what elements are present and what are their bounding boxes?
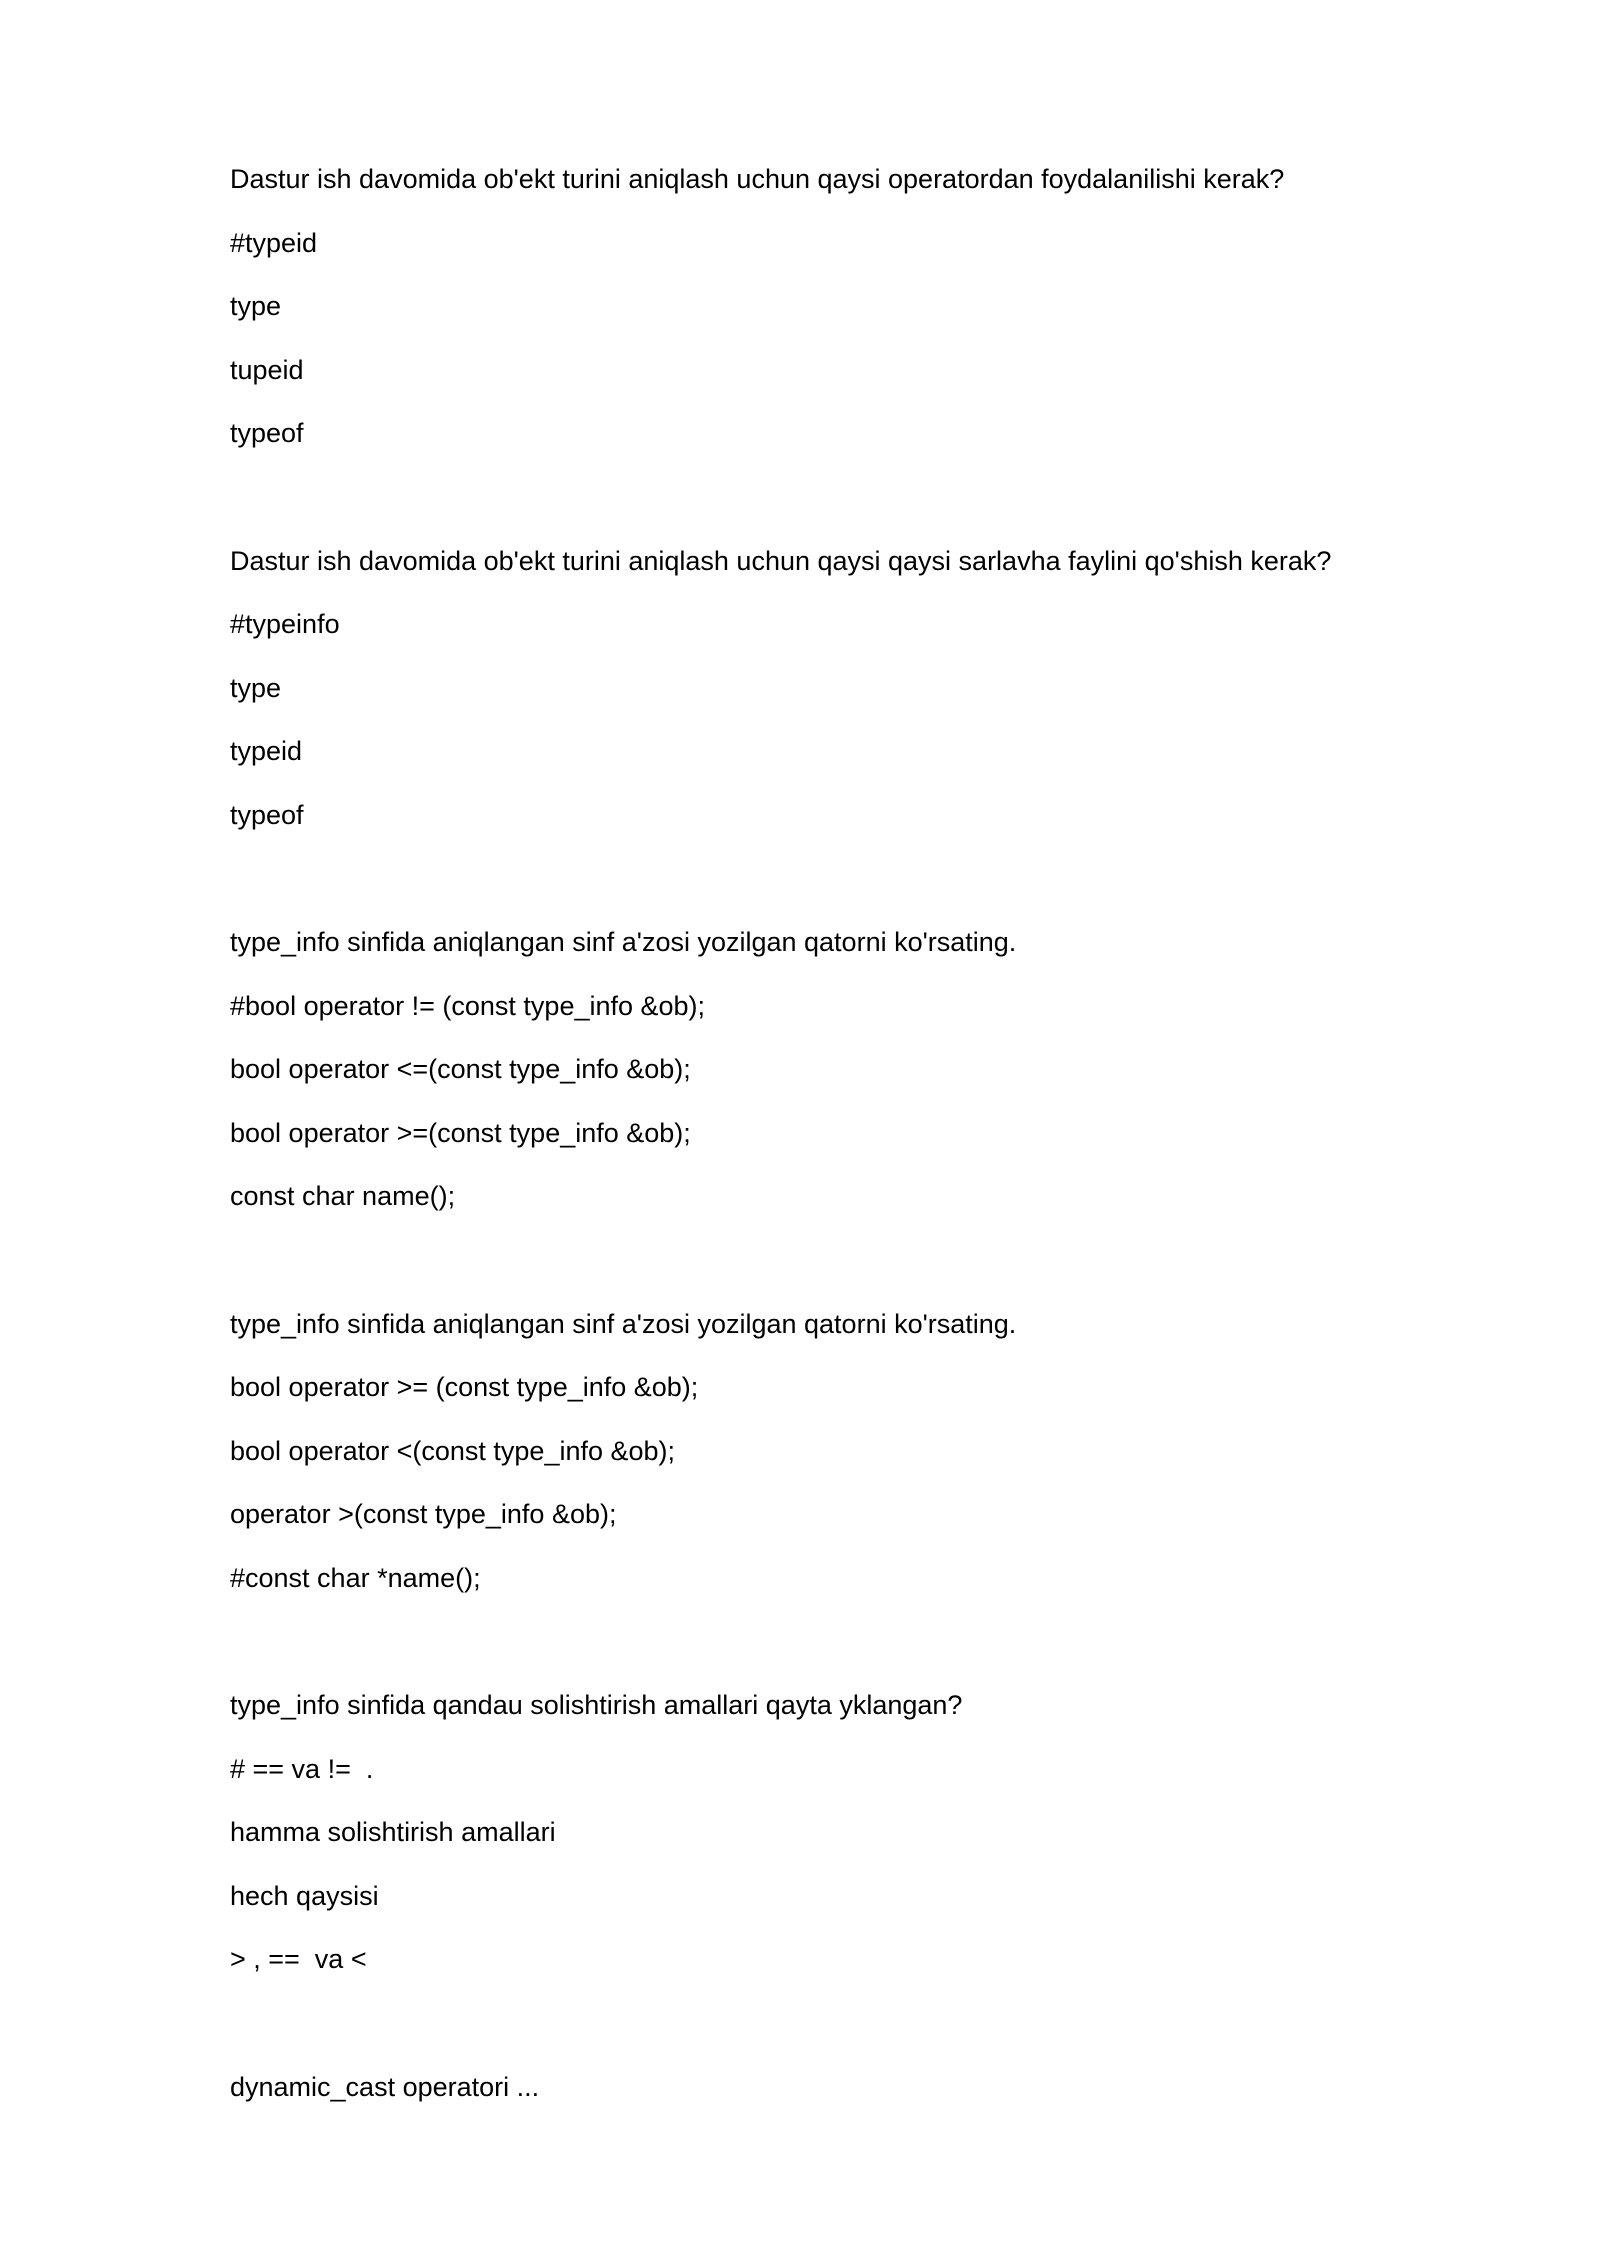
document-content bbox=[230, 148, 1390, 2183]
answer-option: const char name(); bbox=[230, 1181, 456, 1211]
answer-option: > , == va < bbox=[230, 1944, 367, 1974]
answer-option: #typeinfo bbox=[230, 609, 340, 639]
answer-option: operator >(const type_info &ob); bbox=[230, 1499, 617, 1529]
answer-option: #typeid bbox=[230, 227, 318, 258]
answer-option: typeid bbox=[230, 736, 303, 766]
answer-option: #const char *name(); bbox=[230, 1562, 481, 1593]
answer-option: type bbox=[230, 291, 282, 321]
answer-option: typeof bbox=[230, 418, 304, 448]
question-6 bbox=[230, 2056, 1390, 2120]
question-text: Dastur ish davomida ob'ekt turini aniqlash uchun qaysi operatordan foydalanilishi kerak? bbox=[230, 164, 1285, 194]
answer-option: typeof bbox=[230, 799, 304, 830]
question-5 bbox=[230, 1674, 1390, 1992]
answer-option: bool operator <(const type_info &ob); bbox=[230, 1435, 676, 1466]
question-text: type_info sinfida aniqlangan sinf a'zosi yozilgan qatorni ko'rsating. bbox=[230, 1308, 1017, 1339]
answer-option: # == va != . bbox=[230, 1753, 374, 1784]
answer-option: tupeid bbox=[230, 354, 304, 385]
answer-option: bool operator >=(const type_info &ob); bbox=[230, 1117, 691, 1148]
question-3 bbox=[230, 911, 1390, 1229]
answer-option: hech qaysisi bbox=[230, 1880, 379, 1911]
question-text: Dastur ish davomida ob'ekt turini aniqlash uchun qaysi qaysi sarlavha faylini qo'shish kerak? bbox=[230, 545, 1332, 576]
question-2 bbox=[230, 530, 1390, 848]
answer-option: hamma solishtirish amallari bbox=[230, 1817, 556, 1847]
answer-option: #bool operator != (const type_info &ob); bbox=[230, 990, 706, 1021]
answer-option: bool operator >= (const type_info &ob); bbox=[230, 1372, 699, 1402]
question-text: dynamic_cast operatori ... bbox=[230, 2071, 540, 2102]
question-1 bbox=[230, 148, 1390, 466]
answer-option: bool operator <=(const type_info &ob); bbox=[230, 1054, 691, 1084]
question-text: type_info sinfida qandau solishtirish amallari qayta yklangan? bbox=[230, 1690, 963, 1720]
question-text: type_info sinfida aniqlangan sinf a'zosi yozilgan qatorni ko'rsating. bbox=[230, 927, 1017, 957]
answer-option: type bbox=[230, 672, 282, 703]
question-4 bbox=[230, 1293, 1390, 1611]
